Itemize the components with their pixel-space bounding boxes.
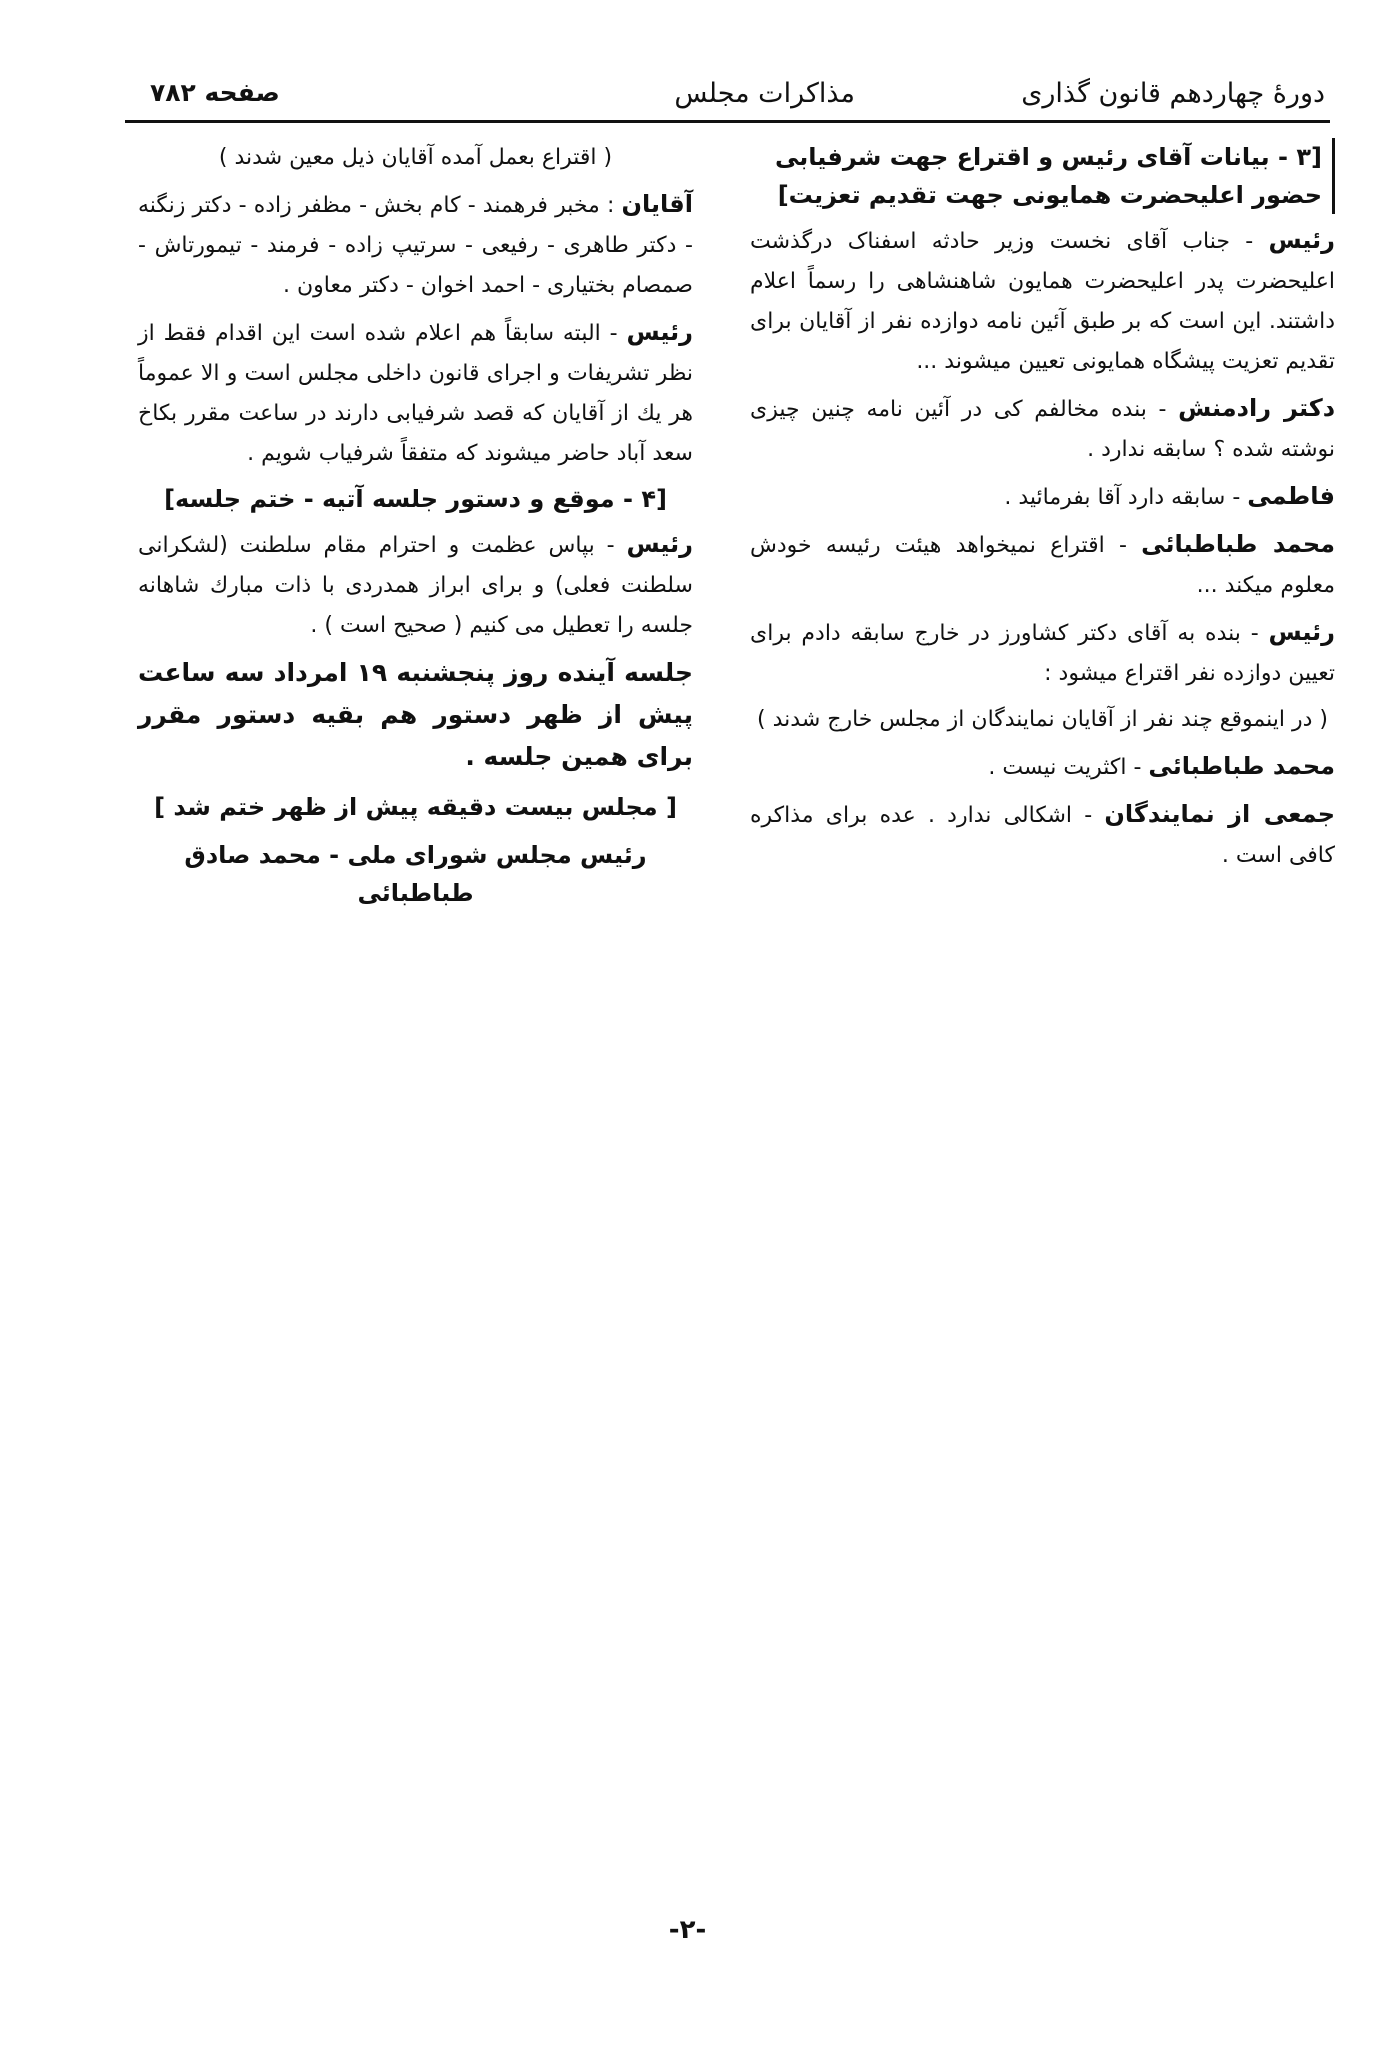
speech-text: - بنده مخالفم کی در آئین نامه چنین چیزی نوشته شده ؟ سابقه ندارد .	[750, 397, 1335, 462]
parenthetical-note: ( در اینموقع چند نفر از آقایان نمایندگان از مجلس خارج شدند )	[757, 707, 1328, 732]
speaker-signature: رئیس مجلس شورای ملی - محمد صادق طباطبائی	[184, 841, 647, 907]
speaker-name: دکتر رادمنش	[1178, 394, 1336, 422]
paragraph	[750, 794, 1335, 876]
speaker-name: رئیس	[1268, 618, 1335, 646]
right-column	[750, 138, 1335, 882]
header-page-number: صفحه ۷۸۲	[150, 78, 280, 107]
header-session: دورهٔ چهاردهم قانون گذاری	[1021, 78, 1325, 109]
section-4-title: [۴ - موقع و دستور جلسه آتیه - ختم جلسه]	[164, 485, 667, 513]
speaker-name: فاطمی	[1247, 482, 1335, 510]
speech-text: - بنده به آقای دکتر کشاورز در خارج سابقه دادم برای تعیین دوازده نفر اقتراع میشود :	[750, 621, 1335, 686]
session-closing: [ مجلس بیست دقیقه پیش از ظهر ختم شد ]	[154, 793, 677, 821]
speech-text: - البته سابقاً هم اعلام شده است این اقدام فقط از نظر تشریفات و اجرای قانون داخلی مجلس است و الا عموماً هر یك از آقایان که قصد شرفیابی دارند در ساعت مقرر بکاخ سعد آباد حاضر میشوند که متفقاً شرفیاب شویم .	[138, 321, 693, 466]
next-session-note: جلسه آینده روز پنجشنبه ۱۹ امرداد سه ساعت پیش از ظهر دستور هم بقیه دستور مقرر برای همین جلسه .	[138, 658, 693, 771]
paragraph	[750, 524, 1335, 606]
speaker-name: رئیس	[1268, 226, 1335, 254]
paragraph	[750, 220, 1335, 382]
speaker-name: محمد طباطبائی	[1141, 530, 1335, 558]
section-3-title: [۳ - بیانات آقای رئیس و اقتراع جهت شرفیابی حضور اعلیحضرت همایونی جهت تقدیم تعزیت]	[750, 138, 1335, 214]
header-title: مذاکرات مجلس	[674, 78, 855, 109]
speech-text: - جناب آقای نخست وزیر حادثه اسفناک درگذشت اعلیحضرت پدر اعلیحضرت همایون شاهنشاهی را رسماً اعلام داشتند. این است که بر طبق آئین نامه دوازده نفر از آقایان برای تقدیم تعزیت پیشگاه همایونی تعیین میشوند ...	[750, 229, 1335, 374]
paragraph	[138, 312, 693, 474]
speech-text: - بپاس عظمت و احترام مقام سلطنت (لشکرانی سلطنت فعلی) و برای ابراز همدردی با ذات مبارك شاهانه جلسه را تعطیل می کنیم ( صحیح است ) .	[138, 533, 693, 638]
parenthetical-note: ( اقتراع بعمل آمده آقایان ذیل معین شدند )	[218, 145, 613, 170]
speech-text: : مخبر فرهمند - کام بخش - مظفر زاده - دکتر زنگنه - دکتر طاهری - رفیعی - سرتیپ زاده - فرمند - تیمورتاش - صمصام بختیاری - احمد اخوان - دکتر معاون .	[138, 193, 693, 298]
speaker-name: رئیس	[626, 530, 693, 558]
speech-text: - اقتراع نمیخواهد هیئت رئیسه خودش معلوم میکند ...	[750, 533, 1335, 598]
paragraph	[750, 388, 1335, 470]
speech-text: - سابقه دارد آقا بفرمائید .	[1004, 485, 1248, 510]
paragraph	[750, 476, 1335, 518]
speaker-name: آقایان	[621, 190, 693, 218]
speaker-name: رئیس	[626, 318, 693, 346]
speech-text: - اشکالی ندارد . عده برای مذاکره کافی است .	[750, 803, 1335, 868]
speech-text: - اکثریت نیست .	[988, 755, 1149, 780]
paragraph	[138, 184, 693, 306]
page-footer-number: -۲-	[668, 1915, 707, 1945]
header-rule	[125, 120, 1330, 123]
paragraph	[138, 524, 693, 646]
speaker-name: محمد طباطبائی	[1148, 752, 1335, 780]
paragraph	[750, 612, 1335, 694]
paragraph	[750, 746, 1335, 788]
page-header	[150, 78, 1325, 118]
speaker-name: جمعی از نمایندگان	[1104, 800, 1335, 828]
left-column	[138, 138, 693, 912]
